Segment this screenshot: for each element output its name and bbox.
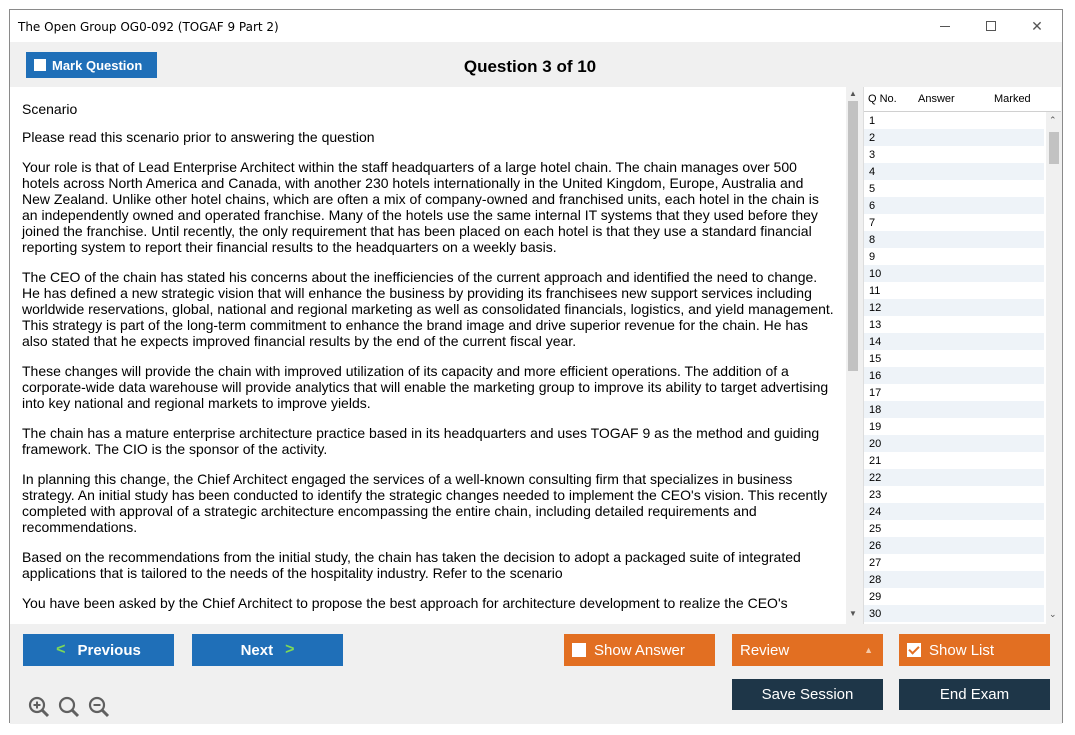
scenario-paragraph: The CEO of the chain has stated his concerns about the inefficiencies of the current approach and identified the need to change. He has defined a new strategic vision that will enhance the business by providing its franchisees new support services including worldwide reservations, global, national and regional marketing as well as consolidated financials, logistics, and yield management. This strategy is part of the long-term commitment to enhance the brand image and drive superior revenue for the chain. He has also stated that he expects improved financial results by the end of the current fiscal year.	[22, 269, 834, 349]
previous-label: Previous	[77, 641, 141, 659]
question-header	[10, 42, 1062, 86]
zoom-in-icon[interactable]	[28, 696, 50, 718]
question-list-row[interactable]: 9	[869, 250, 876, 263]
question-list-row[interactable]: 5	[869, 182, 876, 195]
app-window	[9, 9, 1063, 723]
question-list-row[interactable]: 27	[869, 556, 882, 569]
maximize-button[interactable]	[968, 10, 1014, 42]
question-list-row[interactable]: 8	[864, 231, 1044, 248]
question-list-row[interactable]: 14	[864, 333, 1044, 350]
show-list-checkbox-icon[interactable]	[907, 643, 921, 657]
zoom-out-icon[interactable]	[88, 696, 110, 718]
show-answer-button[interactable]	[564, 634, 715, 666]
scroll-up-icon[interactable]: ▲	[849, 89, 857, 98]
question-list-row[interactable]: 16	[864, 367, 1044, 384]
mark-question-button[interactable]	[26, 52, 157, 78]
question-list-row[interactable]: 3	[869, 148, 876, 161]
scenario-paragraph: The chain has a mature enterprise architecture practice based in its headquarters and uses TOGAF 9 as the method and guiding framework. The CIO is the sponsor of the activity.	[22, 425, 820, 457]
question-list-row[interactable]: 6	[864, 197, 1044, 214]
question-list-row[interactable]: 18	[864, 401, 1044, 418]
question-list-row[interactable]: 7	[869, 216, 876, 229]
question-list-row[interactable]: 23	[869, 488, 882, 501]
end-exam-button[interactable]	[899, 679, 1050, 710]
question-list-rows	[864, 112, 1061, 622]
scenario-panel	[10, 87, 846, 624]
scrollbar-thumb[interactable]	[848, 101, 858, 371]
mark-question-label: Mark Question	[52, 57, 143, 73]
question-list-row[interactable]: 20	[864, 435, 1044, 452]
column-qno: Q No.	[868, 93, 897, 105]
window-title: The Open Group OG0-092 (TOGAF 9 Part 2)	[18, 20, 279, 34]
question-list-row[interactable]: 17	[869, 386, 882, 399]
question-list-row[interactable]: 4	[864, 163, 1044, 180]
question-list-row[interactable]: 22	[864, 469, 1044, 486]
end-exam-label: End Exam	[939, 686, 1010, 703]
question-list-row[interactable]: 25	[869, 522, 882, 535]
next-label: Next	[240, 641, 274, 659]
question-list-row[interactable]: 29	[869, 590, 882, 603]
scenario-paragraph: Please read this scenario prior to answering the question	[22, 129, 375, 145]
question-list-row[interactable]: 2	[864, 129, 1044, 146]
chevron-down-icon[interactable]: ⌄	[1049, 609, 1057, 619]
scroll-down-icon[interactable]: ▼	[849, 609, 857, 618]
review-button[interactable]	[732, 634, 883, 666]
chevron-left-icon: <	[56, 641, 66, 658]
title-bar	[10, 10, 1062, 42]
scenario-scrollbar[interactable]	[846, 87, 860, 624]
question-list-row[interactable]: 13	[869, 318, 882, 331]
scenario-paragraph: In planning this change, the Chief Architect engaged the services of a well-known consulting firm that specializes in business strategy. An initial study has been conducted to identify the strategic changes needed to implement the CEO's vision. This recently completed with approval of a strategic architecture encompassing the entire chain, including detailed requirements and recommendations.	[22, 471, 828, 535]
maximize-icon	[986, 21, 996, 31]
question-list-row[interactable]: 15	[869, 352, 882, 365]
scenario-paragraph: These changes will provide the chain with improved utilization of its capacity and more efficient operations. The addition of a corporate-wide data warehouse will provide analytics that will enable the marketing group to improve its ability to target advertising into key national and regional markets to improve yields.	[22, 363, 829, 411]
question-list-scrollbar[interactable]	[1046, 112, 1061, 624]
zoom-reset-icon[interactable]	[58, 696, 80, 718]
show-answer-label: Show Answer	[594, 641, 685, 659]
scenario-paragraph: You have been asked by the Chief Architect to propose the best approach for architecture development to realize the CEO's	[22, 595, 788, 611]
save-session-label: Save Session	[761, 686, 854, 703]
mark-checkbox-icon	[34, 59, 46, 71]
question-list-row[interactable]: 21	[869, 454, 882, 467]
question-list-row[interactable]: 24	[864, 503, 1044, 520]
minimize-button[interactable]	[922, 10, 968, 42]
column-marked: Marked	[994, 93, 1031, 105]
question-list-row[interactable]: 28	[864, 571, 1044, 588]
scenario-paragraph: Based on the recommendations from the initial study, the chain has taken the decision to adopt a packaged suite of integrated applications that is tailored to the needs of the hospitality industry. Refer to the scenario	[22, 549, 801, 581]
close-button[interactable]	[1014, 10, 1060, 42]
scenario-paragraph: Your role is that of Lead Enterprise Architect within the staff headquarters of a large hotel chain. The chain manages over 500 hotels across North America and Canada, with another 230 hotels internationally in the United Kingdom, Europe, Australia and New Zealand. Unlike other hotel chains, which are often a mix of company-owned and franchised units, each hotel in the chain is an independently owned and operated franchise. Many of the hotels use the same internal IT systems that they used before they joined the franchise. Until recently, the only requirement that has been placed on each hotel is that they use a standard financial reporting system to report their financial results to the headquarters on a weekly basis.	[22, 159, 819, 255]
question-list-row[interactable]: 19	[869, 420, 882, 433]
chevron-up-icon[interactable]: ⌃	[1049, 115, 1057, 125]
question-list-row[interactable]: 12	[864, 299, 1044, 316]
question-title: Question 3 of 10	[463, 57, 597, 76]
question-list	[863, 87, 1061, 624]
column-answer: Answer	[918, 93, 955, 105]
show-list-button[interactable]	[899, 634, 1050, 666]
question-list-header	[864, 87, 1061, 112]
caret-up-icon: ▲	[864, 645, 873, 655]
question-list-row[interactable]: 30	[864, 605, 1044, 622]
scrollbar-thumb[interactable]	[1049, 132, 1059, 164]
question-list-row[interactable]: 10	[864, 265, 1044, 282]
show-list-label: Show List	[929, 641, 995, 659]
review-label: Review	[740, 641, 790, 659]
next-button[interactable]	[192, 634, 343, 666]
minimize-icon	[940, 26, 950, 27]
show-answer-checkbox-icon[interactable]	[572, 643, 586, 657]
question-list-row[interactable]: 26	[864, 537, 1044, 554]
scenario-heading: Scenario	[22, 101, 78, 117]
save-session-button[interactable]	[732, 679, 883, 710]
question-list-row[interactable]: 1	[869, 114, 876, 127]
question-list-row[interactable]: 11	[869, 284, 881, 297]
chevron-right-icon: >	[285, 641, 295, 658]
close-icon: ✕	[1031, 17, 1043, 34]
footer-toolbar	[10, 624, 1062, 724]
previous-button[interactable]	[23, 634, 174, 666]
